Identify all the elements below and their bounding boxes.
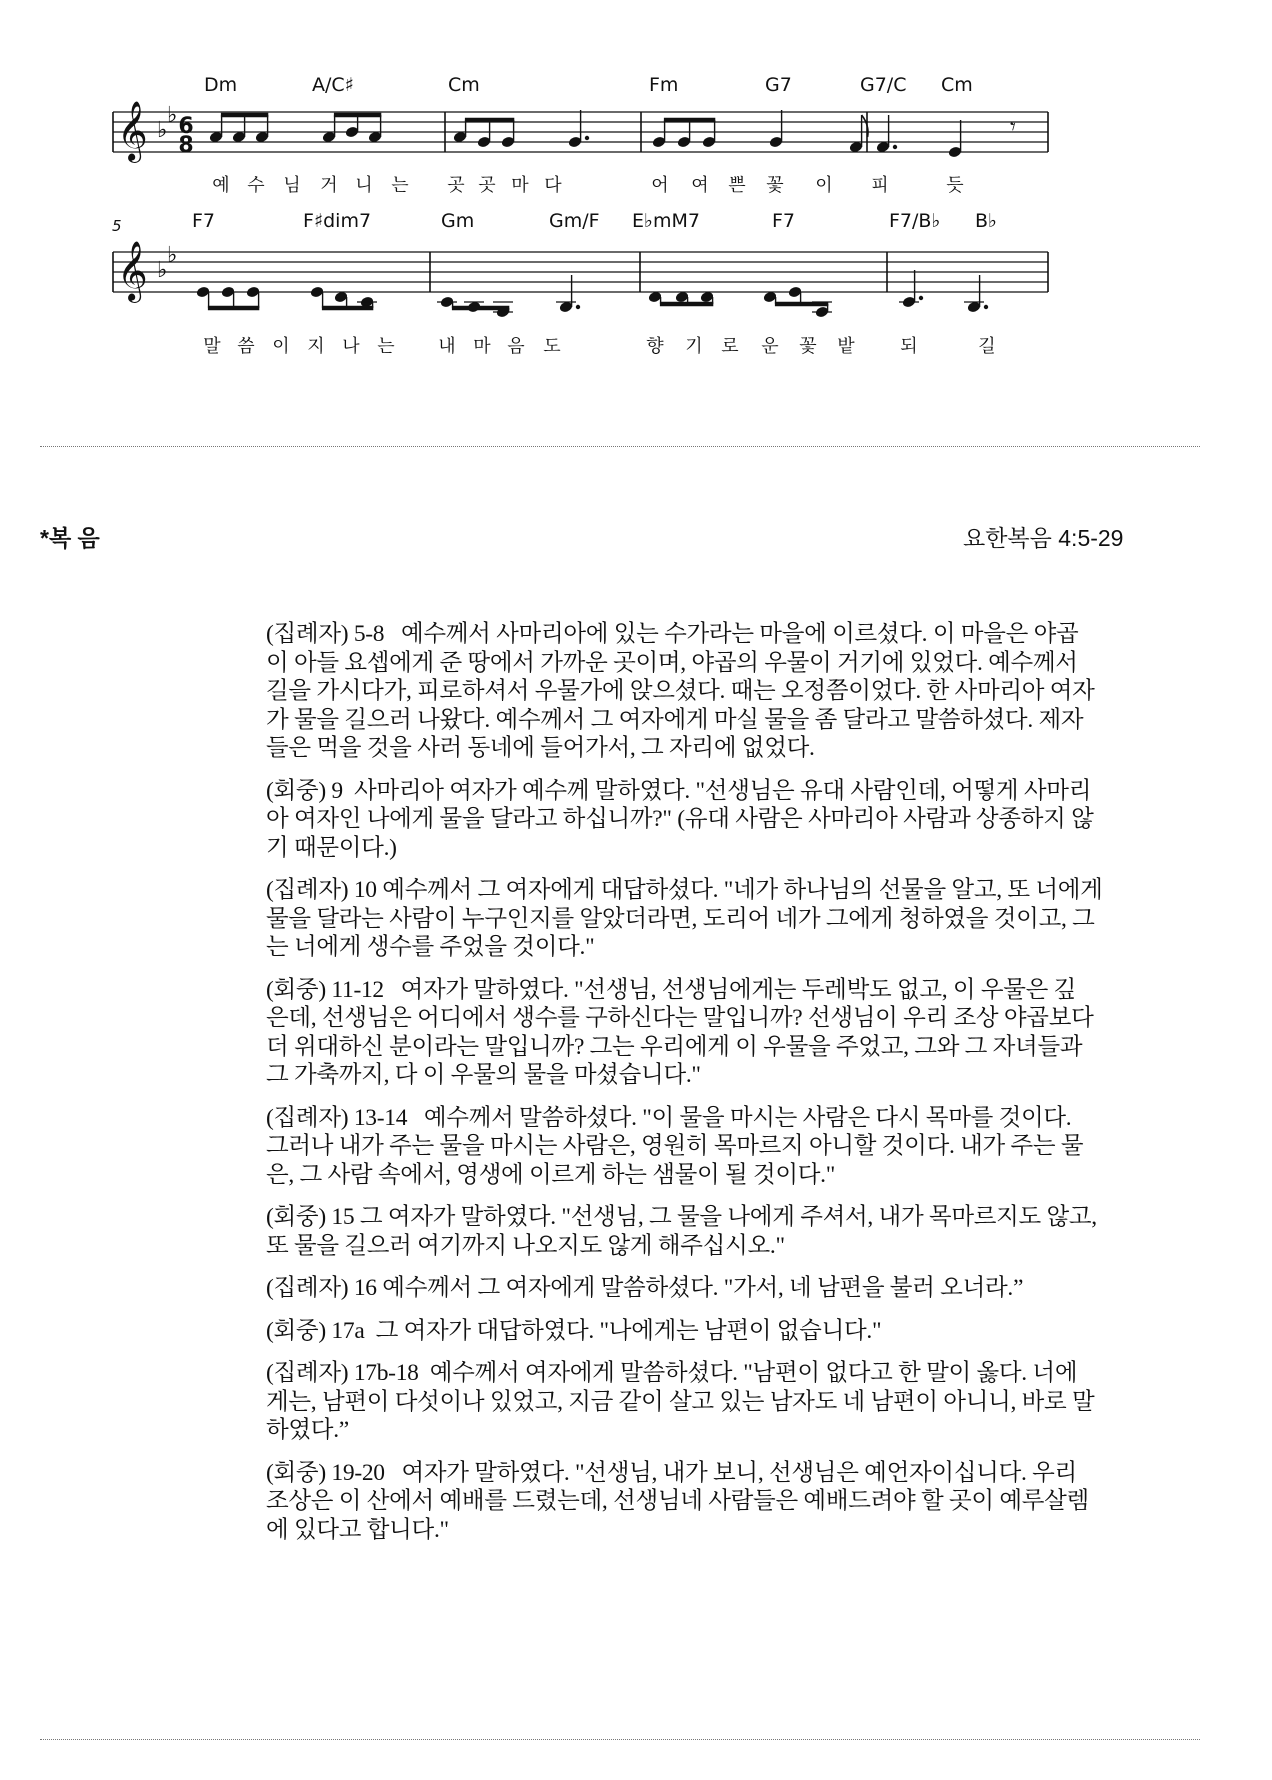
system1-key-flat-icon: ♭ [167, 103, 178, 128]
lyric-syllable: 어 [651, 175, 669, 196]
chord-symbol: Gm [441, 210, 475, 232]
lyric-syllable: 기 [685, 336, 703, 357]
lyric-syllable: 곳 [478, 175, 496, 196]
lyric-syllable: 꽃 [799, 336, 817, 357]
lyric-syllable: 되 [900, 336, 918, 357]
lyric-syllable: 피 [871, 175, 889, 196]
reading-paragraph [266, 1203, 1191, 1260]
reading-line: 길을 가시다가, 피로하셔서 우물가에 앉으셨다. 때는 오정쯤이었다. 한 사마리아 여자 [266, 678, 1095, 704]
chord-symbol: G7/C [860, 74, 907, 96]
reading-line: (집례자) 5-8 예수께서 사마리아에 있는 수가라는 마을에 이르셨다. 이 마을은 야곱 [266, 621, 1079, 647]
reading-line: 하였다.” [266, 1417, 349, 1443]
lyric-syllable: 니 [355, 175, 373, 196]
chord-symbol: F7 [772, 210, 796, 232]
music-score [0, 0, 1272, 420]
reading-line: 기 때문이다.) [266, 834, 397, 861]
reading-paragraph [266, 1274, 1191, 1303]
chord-symbol: E♭mM7 [632, 210, 700, 232]
reading-line: 조상은 이 산에서 예배를 드렸는데, 선생님네 사람들은 예배드려야 할 곳이 예루살렘 [266, 1488, 1089, 1514]
lyric-syllable: 길 [978, 336, 996, 357]
lyric-syllable: 지 [307, 336, 325, 357]
lyric-syllable: 쁜 [728, 175, 746, 196]
reading-line: 는 너에게 생수를 주었을 것이다." [266, 934, 595, 960]
lyric-syllable: 로 [721, 336, 739, 357]
reading-paragraph [266, 876, 1191, 962]
system2-dot [919, 296, 923, 300]
score-root [112, 74, 1048, 357]
reading-paragraph [266, 1359, 1191, 1445]
lyric-syllable: 운 [761, 336, 779, 357]
system1-dot [893, 145, 897, 149]
time-signature-bottom: 8 [178, 133, 194, 158]
reading-line: 이 아들 요셉에게 준 땅에서 가까운 곳이며, 야곱의 우물이 거기에 있었다. 예수께서 [266, 649, 1078, 676]
system1-key-flat-icon: ♭ [157, 118, 168, 143]
reading-line: 은, 그 사람 속에서, 영생에 이르게 하는 샘물이 될 것이다." [266, 1161, 836, 1188]
reading-paragraph [266, 1459, 1191, 1545]
reading-paragraph [266, 620, 1191, 763]
gospel-label: *복 음 [40, 525, 100, 551]
system1-eighth-rest-icon: 𝄾 [1010, 115, 1016, 140]
reading-line: 또 물을 길으러 여기까지 나오지도 않게 해주십시오." [266, 1232, 785, 1259]
lyric-syllable: 이 [815, 175, 833, 196]
reading-line: 에 있다고 합니다." [266, 1516, 449, 1543]
chord-symbol: F7 [192, 210, 216, 232]
lyric-syllable: 여 [691, 175, 709, 196]
system2-dot [576, 305, 580, 309]
reading-line: 그러나 내가 주는 물을 마시는 사람은, 영원히 목마르지 아니할 것이다. 내가 주는 물 [266, 1133, 1084, 1159]
lyric-syllable: 님 [283, 175, 301, 196]
lyric-syllable: 나 [342, 336, 360, 357]
chord-symbol: F♯dim7 [303, 210, 372, 232]
reading-paragraph [266, 1317, 1191, 1346]
lyric-syllable: 는 [391, 175, 409, 196]
chord-symbol: Gm/F [549, 210, 600, 232]
lyric-syllable: 다 [544, 175, 562, 196]
reading-line: 은데, 선생님은 어디에서 생수를 구하신다는 말입니까? 선생님이 우리 조상 야곱보다 [266, 1005, 1094, 1031]
reading-line: (집례자) 16 예수께서 그 여자에게 말씀하셨다. "가서, 네 남편을 불러 오너라.” [266, 1275, 1024, 1301]
lyric-syllable: 도 [543, 336, 561, 357]
reading-line: 게는, 남편이 다섯이나 있었고, 지금 같이 살고 있는 남자도 네 남편이 아니니, 바로 말 [266, 1388, 1095, 1415]
reading-paragraph [266, 976, 1191, 1090]
lyric-syllable: 이 [272, 336, 290, 357]
reading-line: (회중) 19-20 여자가 말하였다. "선생님, 내가 보니, 선생님은 예언자이십니다. 우리 [266, 1459, 1077, 1486]
lyric-syllable: 수 [247, 175, 265, 196]
gospel-reading-text [266, 620, 1191, 1558]
chord-symbol: Fm [649, 74, 679, 96]
chord-symbol: A/C♯ [312, 74, 354, 96]
chord-symbol: Cm [941, 74, 973, 96]
system2-treble-clef-icon: 𝄞 [117, 241, 148, 301]
lyric-syllable: 마 [511, 175, 529, 196]
reading-line: (회중) 11-12 여자가 말하였다. "선생님, 선생님에게는 두레박도 없고, 이 우물은 깊 [266, 976, 1077, 1003]
lyric-syllable: 밭 [837, 336, 855, 357]
reading-line: 아 여자인 나에게 물을 달라고 하십니까?" (유대 사람은 사마리아 사람과 상종하지 않 [266, 806, 1094, 832]
lyric-syllable: 거 [320, 175, 338, 196]
chord-symbol: Dm [204, 74, 238, 96]
time-signature-top: 6 [178, 114, 194, 139]
reading-line: 들은 먹을 것을 사러 동네에 들어가서, 그 자리에 없었다. [266, 735, 815, 761]
lyric-syllable: 꽃 [766, 175, 784, 196]
lyric-syllable: 음 [507, 336, 525, 357]
system2-key-flat-icon: ♭ [167, 243, 178, 268]
chord-symbol: B♭ [975, 210, 997, 232]
gospel-reference: 요한복음 4:5-29 [963, 525, 1124, 551]
reading-paragraph [266, 777, 1191, 863]
chord-symbol: Cm [448, 74, 480, 96]
lyric-syllable: 예 [212, 175, 230, 196]
section-divider-bottom [40, 1739, 1200, 1740]
lyric-syllable: 마 [473, 336, 491, 357]
lyric-syllable: 내 [438, 336, 456, 357]
reading-paragraph [266, 1104, 1191, 1190]
system2-dot [984, 305, 988, 309]
reading-line: (집례자) 13-14 예수께서 말씀하셨다. "이 물을 마시는 사람은 다시 목마를 것이다. [266, 1104, 1072, 1131]
reading-line: 그 가축까지, 다 이 우물의 물을 마셨습니다." [266, 1062, 701, 1088]
reading-line: (집례자) 17b-18 예수께서 여자에게 말씀하셨다. "남편이 없다고 한 말이 옳다. 너에 [266, 1360, 1078, 1386]
lyric-syllable: 씀 [237, 336, 255, 357]
reading-line: (회중) 17a 그 여자가 대답하였다. "나에게는 남편이 없습니다." [266, 1317, 882, 1344]
reading-line: (회중) 9 사마리아 여자가 예수께 말하였다. "선생님은 유대 사람인데, 어떻게 사마리 [266, 777, 1092, 804]
lyric-syllable: 향 [646, 336, 664, 357]
lyric-syllable: 는 [377, 336, 395, 357]
system2-key-flat-icon: ♭ [157, 258, 168, 283]
reading-line: 물을 달라는 사람이 누구인지를 알았더라면, 도리어 네가 그에게 청하였을 것이고, 그 [266, 905, 1095, 932]
section-divider-top [40, 446, 1200, 447]
reading-line: 가 물을 길으러 나왔다. 예수께서 그 여자에게 마실 물을 좀 달라고 말씀하셨다. 제자 [266, 706, 1084, 733]
lyric-syllable: 듯 [946, 175, 964, 196]
reading-line: 더 위대하신 분이라는 말입니까? 그는 우리에게 이 우물을 주었고, 그와 그 자녀들과 [266, 1033, 1083, 1060]
measure-number: 5 [112, 217, 122, 235]
system1-dot [585, 136, 589, 140]
lyric-syllable: 말 [203, 336, 221, 357]
reading-line: (회중) 15 그 여자가 말하였다. "선생님, 그 물을 나에게 주셔서, 내가 목마르지도 않고, [266, 1204, 1097, 1230]
system1-treble-clef-icon: 𝄞 [117, 101, 148, 161]
chord-symbol: F7/B♭ [889, 210, 941, 232]
chord-symbol: G7 [765, 74, 792, 96]
reading-line: (집례자) 10 예수께서 그 여자에게 대답하셨다. "네가 하나님의 선물을 알고, 또 너에게 [266, 877, 1103, 903]
lyric-syllable: 곳 [447, 175, 465, 196]
